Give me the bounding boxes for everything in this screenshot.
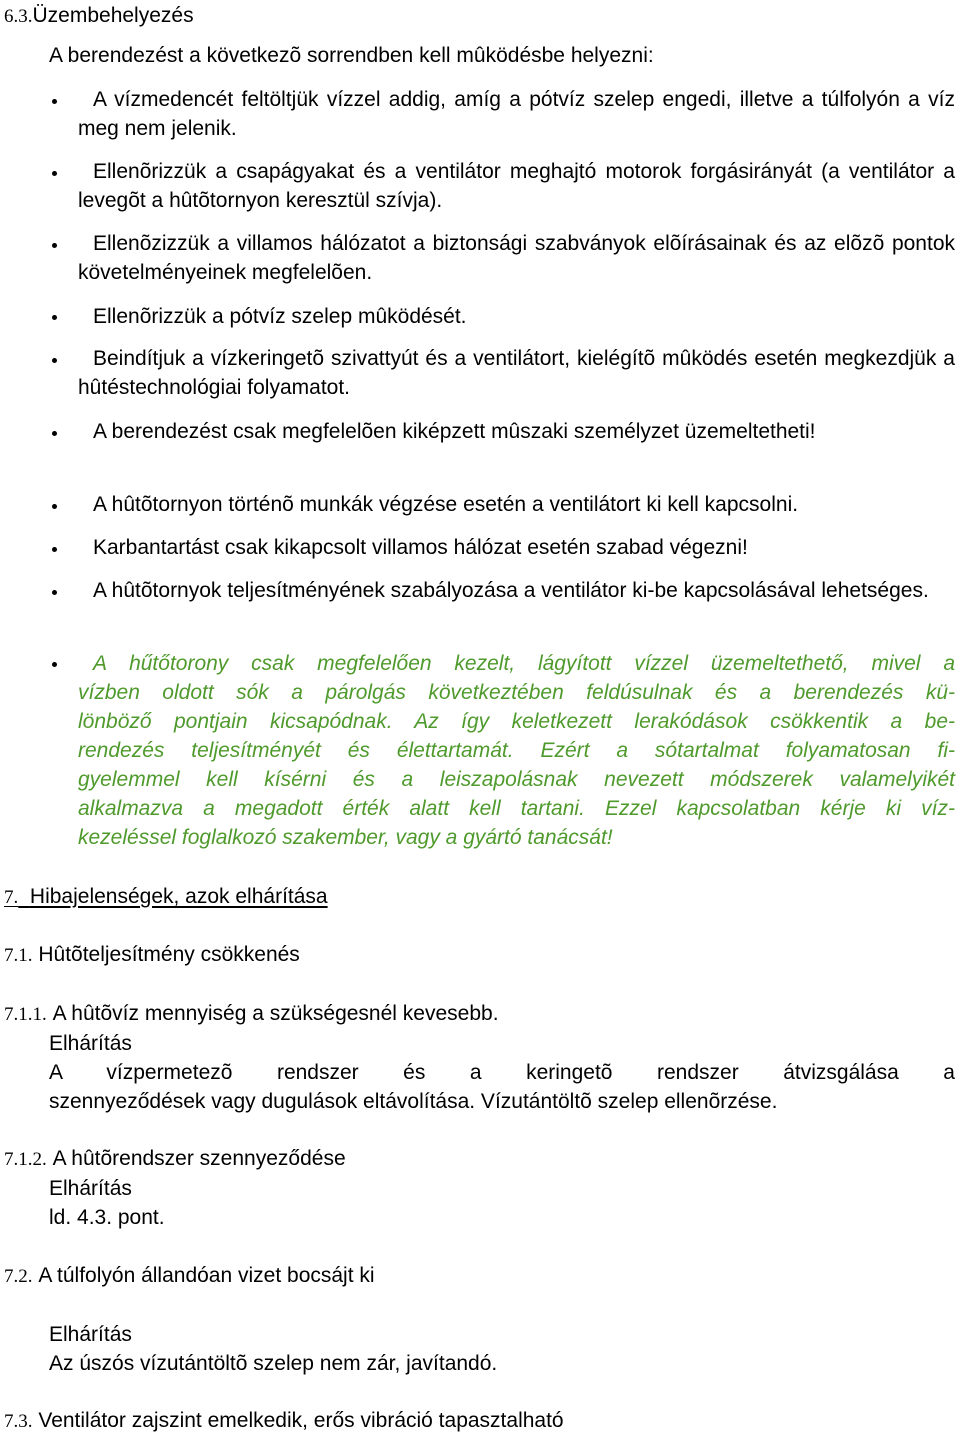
section-7-2-heading: [4, 1262, 375, 1291]
remedy-text-line: szennyeződések vagy dugulások eltávolítása. Vízutántöltõ szelep ellenõrzése.: [49, 1090, 778, 1113]
bullet-dot: [52, 547, 57, 552]
list-item: A hûtõtornyon történõ munkák végzése esetén a ventilátort ki kell kapcsolni.: [93, 493, 799, 516]
bullet-dot: [52, 504, 57, 509]
bullet-dot: [52, 590, 57, 595]
section-7-3-heading: [4, 1407, 564, 1436]
list-item: Ellenõzizzük a villamos hálózatot a biztonsági szabványok elõírásainak és az elõzõ pontok követelményeinek megfelelõen.: [78, 232, 955, 284]
list-item: Beindítjuk a vízkeringetõ szivattyút és a ventilátort, kielégítõ mûködés esetén megkezdjük a hûtéstechnológiai folyamatot.: [78, 347, 955, 399]
section-number: 6.3.: [4, 6, 33, 27]
green-note-line: gyelemmel kell kísérni és a leiszapolásnak nevezett módszerek valamelyikét: [78, 768, 955, 791]
section-title: A hûtõvíz mennyiség a szükségesnél kevesebb.: [52, 1002, 499, 1025]
green-note-line: alkalmazva a megadott érték alatt kell tartani. Ezzel kapcsolatban kérje ki víz-: [78, 797, 955, 820]
green-note-line: A hűtőtorony csak megfelelően kezelt, lágyított vízzel üzemeltethető, mivel a: [93, 652, 955, 675]
section-number: 7.2.: [4, 1266, 33, 1287]
list-item: Ellenõrizzük a pótvíz szelep mûködését.: [93, 305, 467, 328]
list-item: A berendezést csak megfelelõen kiképzett mûszaki személyzet üzemeltetheti!: [93, 420, 816, 443]
list-item: A hûtõtornyok teljesítményének szabályozása a ventilátor ki-be kapcsolásával lehetséges.: [93, 579, 929, 602]
list-item: Ellenõrizzük a csapágyakat és a ventilátor meghajtó motorok forgásirányát (a ventilátor a levegõt a hûtõtornyon keresztül szívja).: [78, 160, 955, 212]
section-number: 7.3.: [4, 1411, 33, 1432]
bullet-dot: [52, 358, 57, 363]
list-item: Karbantartást csak kikapcsolt villamos hálózat esetén szabad végezni!: [93, 536, 748, 559]
bullet-dot: [52, 243, 57, 248]
section-title: Üzembehelyezés: [32, 4, 194, 27]
bullet-dot: [52, 662, 57, 667]
section-number: 7.1.1.: [4, 1004, 47, 1025]
section-6-3-heading: [4, 2, 194, 31]
green-note-line: rendezés teljesítményét és élettartamát. Ezért a sótartalmat folyamatosan fi-: [78, 739, 955, 762]
remedy-text: ld. 4.3. pont.: [49, 1206, 165, 1229]
section-title: Ventilátor zajszint emelkedik, erős vibráció tapasztalható: [38, 1409, 564, 1432]
green-note-line: kezeléssel foglalkozó szakember, vagy a gyártó tanácsát!: [78, 826, 613, 849]
section-title: A túlfolyón állandóan vizet bocsájt ki: [38, 1264, 375, 1287]
section-7-1-heading: [4, 941, 300, 970]
green-note-line: lönböző pontjain kicsapódnak. Az így keletkezett lerakódások csökkentik a be-: [78, 710, 955, 733]
remedy-text: Az úszós vízutántöltõ szelep nem zár, javítandó.: [49, 1352, 498, 1375]
section-title: A hûtõrendszer szennyeződése: [52, 1147, 346, 1170]
green-note-line: vízben oldott sók a párolgás következtében feldúsulnak és a berendezés kü-: [78, 681, 955, 704]
section-number: 7.1.2.: [4, 1149, 47, 1170]
remedy-label: Elhárítás: [49, 1177, 132, 1200]
section-number: 7.1.: [4, 945, 33, 966]
section-6-3-intro: A berendezést a következõ sorrendben kell mûködésbe helyezni:: [49, 44, 654, 67]
list-item: A vízmedencét feltöltjük vízzel addig, amíg a pótvíz szelep engedi, illetve a túlfolyón a víz meg nem jelenik.: [78, 88, 955, 140]
bullet-dot: [52, 431, 57, 436]
green-note-item: [78, 649, 955, 852]
section-7-1-1-heading: [4, 1000, 499, 1029]
section-title: Hûtõteljesítmény csökkenés: [38, 943, 300, 966]
section-title: Hibajelenségek, azok elhárítása: [29, 885, 328, 908]
bullet-dot: [52, 171, 57, 176]
remedy-label: Elhárítás: [49, 1323, 132, 1346]
section-number: 7.: [4, 887, 19, 908]
section-7-1-2-heading: [4, 1145, 346, 1174]
bullet-dot: [52, 99, 57, 104]
bullet-dot: [52, 315, 57, 320]
section-7-heading: [4, 883, 328, 912]
remedy-label: Elhárítás: [49, 1032, 132, 1055]
remedy-text-line: A vízpermetezõ rendszer és a keringetõ rendszer átvizsgálása a: [49, 1061, 955, 1084]
